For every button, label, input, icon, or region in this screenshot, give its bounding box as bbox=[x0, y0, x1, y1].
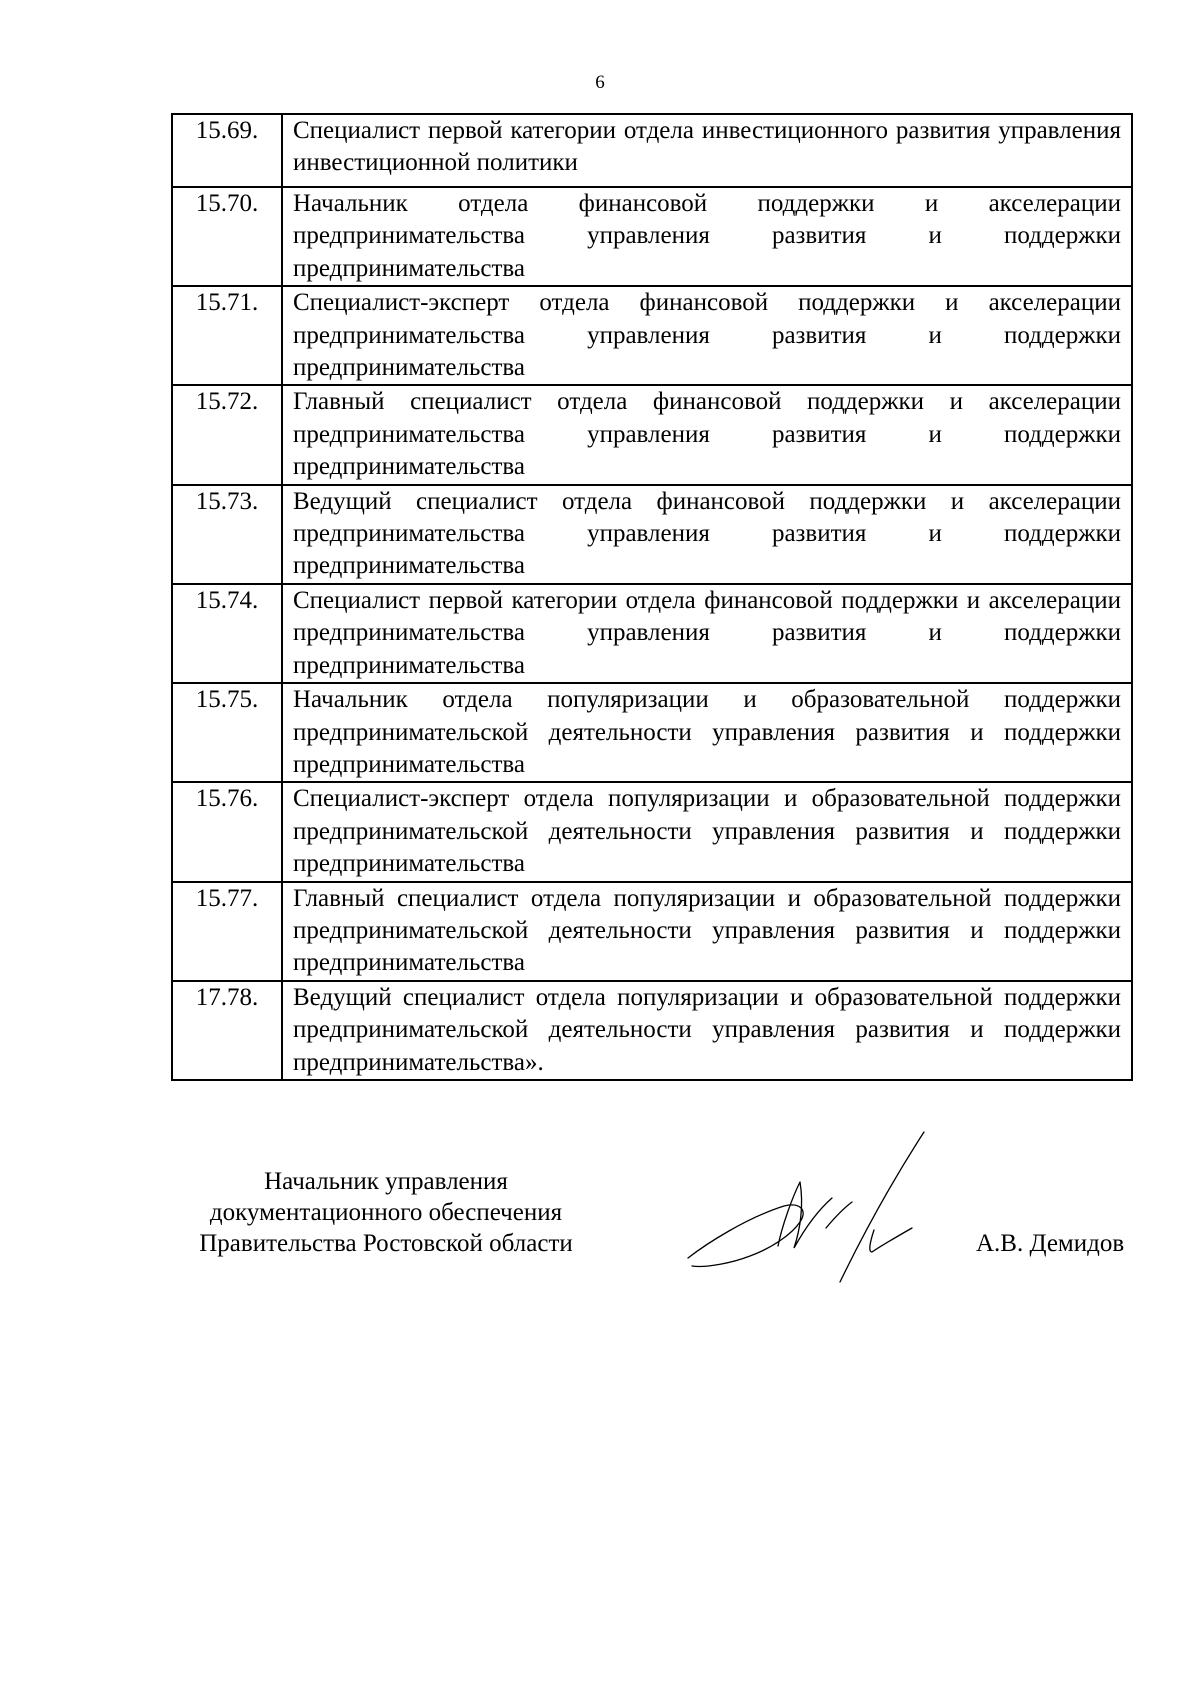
table-row bbox=[172, 485, 1132, 584]
table-row bbox=[172, 286, 1132, 385]
table-row bbox=[172, 882, 1132, 981]
table-row bbox=[172, 683, 1132, 782]
positions-table bbox=[171, 113, 1133, 1081]
row-position-text: Начальник отдела популяризации и образовательной поддержки предпринимательской деятельности управления развития и поддержки предпринимательства bbox=[282, 683, 1132, 782]
handwritten-signature bbox=[676, 1126, 946, 1286]
row-position-text: Специалист первой категории отдела инвестиционного развития управления инвестиционной политики bbox=[282, 114, 1132, 187]
row-position-text: Специалист первой категории отдела финансовой поддержки и акселерации предпринимательства управления развития и поддержки предпринимательства bbox=[282, 584, 1132, 683]
signer-title bbox=[171, 1166, 601, 1259]
row-position-text: Специалист-эксперт отдела популяризации и образовательной поддержки предпринимательской деятельности управления развития и поддержки предпринимательства bbox=[282, 782, 1132, 881]
row-number: 15.75. bbox=[172, 683, 282, 782]
table-row bbox=[172, 385, 1132, 484]
row-number: 15.76. bbox=[172, 782, 282, 881]
signer-title-line: Начальник управления bbox=[264, 1168, 508, 1195]
row-number: 15.73. bbox=[172, 485, 282, 584]
table-row bbox=[172, 782, 1132, 881]
row-number: 15.72. bbox=[172, 385, 282, 484]
signer-name: А.В. Демидов bbox=[976, 1230, 1125, 1257]
signer-title-line: документационного обеспечения bbox=[209, 1199, 563, 1226]
row-number: 15.74. bbox=[172, 584, 282, 683]
row-position-text: Специалист-эксперт отдела финансовой поддержки и акселерации предпринимательства управления развития и поддержки предпринимательства bbox=[282, 286, 1132, 385]
row-number: 15.77. bbox=[172, 882, 282, 981]
row-position-text: Начальник отдела финансовой поддержки и акселерации предпринимательства управления развития и поддержки предпринимательства bbox=[282, 187, 1132, 286]
row-position-text: Ведущий специалист отдела популяризации и образовательной поддержки предпринимательской деятельности управления развития и поддержки предпринимательства». bbox=[282, 981, 1132, 1080]
signature-block bbox=[171, 1166, 1133, 1336]
row-position-text: Ведущий специалист отдела финансовой поддержки и акселерации предпринимательства управления развития и поддержки предпринимательства bbox=[282, 485, 1132, 584]
row-number: 17.78. bbox=[172, 981, 282, 1080]
row-number: 15.71. bbox=[172, 286, 282, 385]
table-row bbox=[172, 114, 1132, 187]
table-row bbox=[172, 981, 1132, 1080]
table-row bbox=[172, 187, 1132, 286]
row-number: 15.70. bbox=[172, 187, 282, 286]
row-number: 15.69. bbox=[172, 114, 282, 187]
signer-title-line: Правительства Ростовской области bbox=[199, 1230, 573, 1257]
row-position-text: Главный специалист отдела популяризации и образовательной поддержки предпринимательской деятельности управления развития и поддержки предпринимательства bbox=[282, 882, 1132, 981]
row-position-text: Главный специалист отдела финансовой поддержки и акселерации предпринимательства управления развития и поддержки предпринимательства bbox=[282, 385, 1132, 484]
table-row bbox=[172, 584, 1132, 683]
page-number: 6 bbox=[595, 72, 605, 93]
